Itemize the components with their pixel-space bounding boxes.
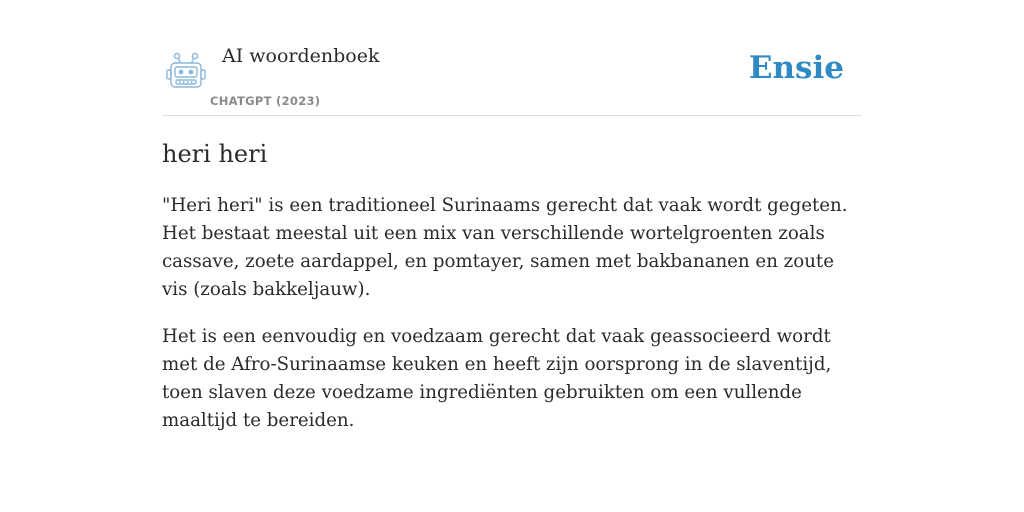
page-container	[162, 0, 862, 435]
brand-logo[interactable]: Ensie	[748, 50, 844, 86]
header	[162, 0, 862, 116]
definition-paragraph: Het is een eenvoudig en voedzaam gerecht dat vaak geassocieerd wordt met de Afro-Surinaamse keuken en heeft zijn oorsprong in de slaventijd, toen slaven deze voedzame ingrediënten gebruikten om een vullende maaltijd te bereiden.	[162, 326, 832, 431]
robot-icon	[166, 52, 206, 90]
entry-term: heri heri	[162, 140, 268, 168]
definition-paragraph: "Heri heri" is een traditioneel Surinaams gerecht dat vaak wordt gegeten. Het bestaat meestal uit een mix van verschillende wortelgroenten zoals cassave, zoete aardappel, en pomtayer, samen met bakbananen en zoute vis (zoals bakkeljauw).	[162, 195, 848, 300]
entry-definition	[162, 192, 862, 435]
site-title[interactable]: AI woordenboek	[222, 45, 380, 67]
source-label: CHATGPT (2023)	[210, 94, 321, 108]
